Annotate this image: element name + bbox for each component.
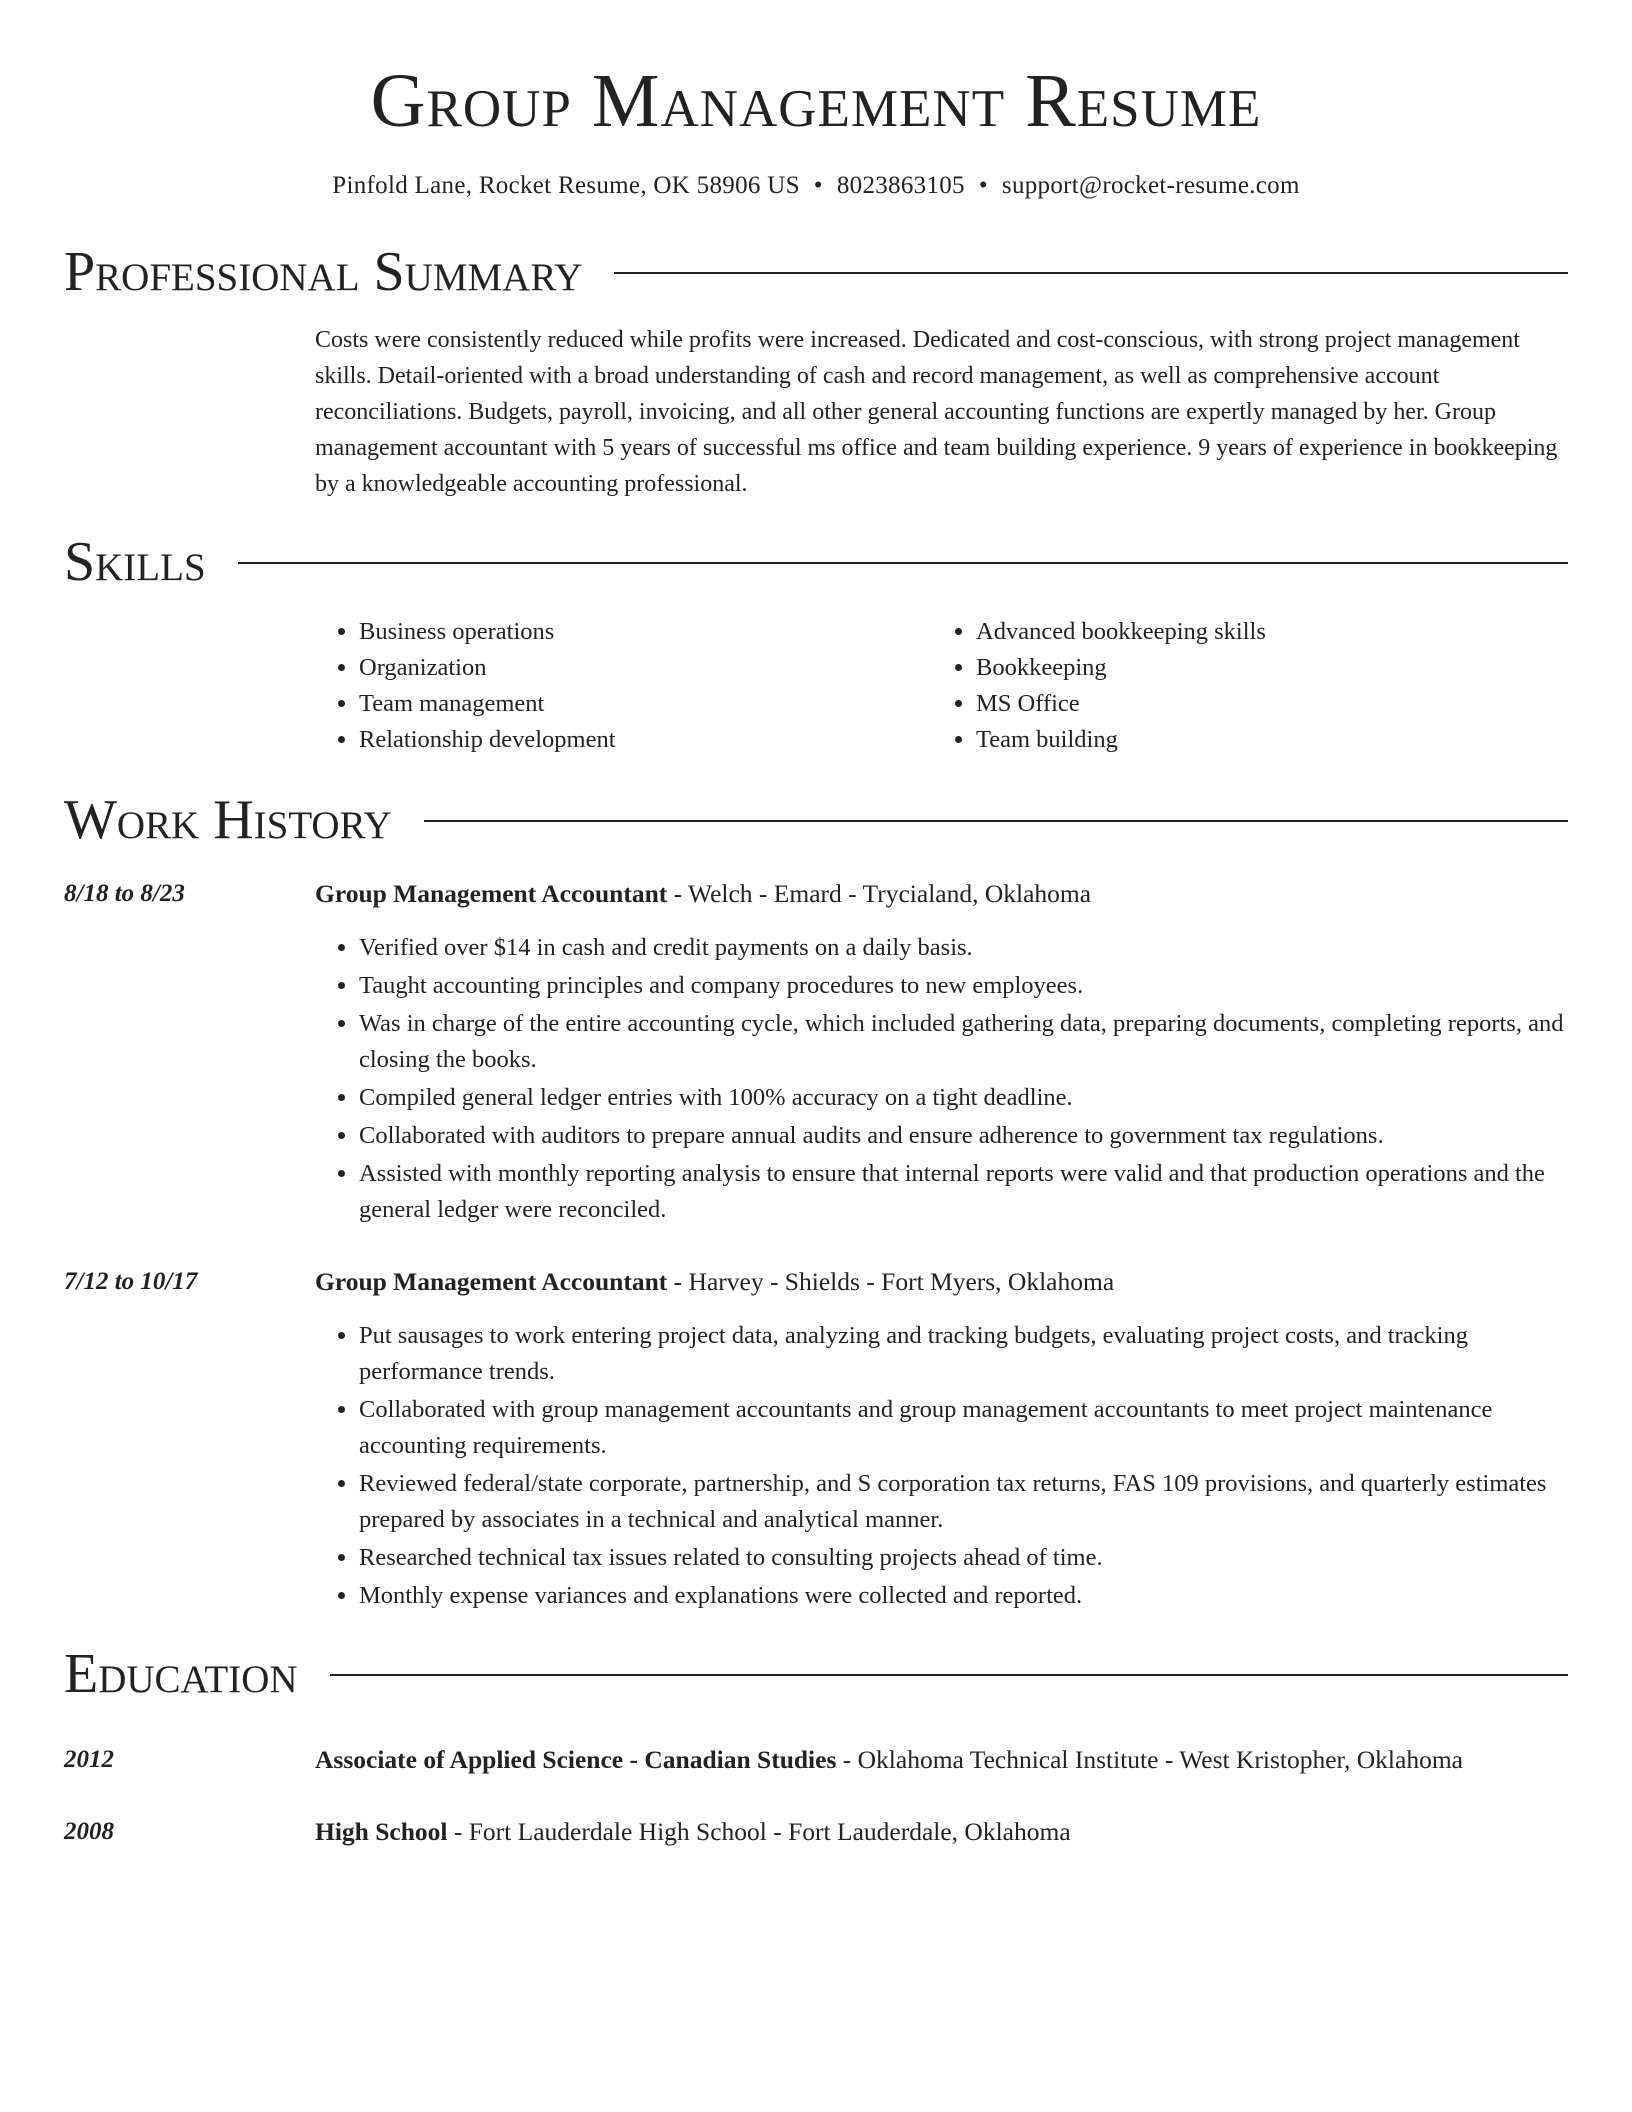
job-body — [315, 1264, 1568, 1616]
skills-column-left — [315, 614, 932, 758]
resume-name: Group Management Resume — [370, 59, 1262, 143]
job-title-line — [315, 1264, 1568, 1300]
skill-item: • Relationship development — [359, 722, 932, 758]
education-entry — [64, 1814, 1568, 1850]
section-divider — [614, 272, 1568, 274]
job-bullet: • Monthly expense variances and explanations were collected and reported. — [359, 1578, 1568, 1614]
education-line — [315, 1814, 1568, 1850]
skill-item: • Team management — [359, 686, 932, 722]
skill-item: • Advanced bookkeeping skills — [976, 614, 1549, 650]
job-bullet: • Compiled general ledger entries with 100% accuracy on a tight deadline. — [359, 1080, 1568, 1116]
skill-item: • Organization — [359, 650, 932, 686]
job-bullets — [315, 930, 1568, 1228]
job-bullet: • Collaborated with group management accountants and group management accountants to meet project maintenance accounting requirements. — [359, 1392, 1568, 1464]
education-heading: Education — [64, 1642, 298, 1705]
job-dates: 7/12 to 10/17 — [64, 1267, 198, 1295]
skills-list — [315, 614, 1568, 758]
skill-item: • Bookkeeping — [976, 650, 1549, 686]
section-divider — [330, 1674, 1568, 1676]
summary-section-header — [64, 240, 1568, 303]
job-bullet: • Collaborated with auditors to prepare annual audits and ensure adherence to government tax regulations. — [359, 1118, 1568, 1154]
education-section-header — [64, 1642, 1568, 1705]
job-bullet: • Taught accounting principles and company procedures to new employees. — [359, 968, 1568, 1004]
education-school: - Oklahoma Technical Institute - West Kristopher, Oklahoma — [836, 1744, 1463, 1774]
education-body — [315, 1814, 1568, 1850]
job-bullet: • Reviewed federal/state corporate, partnership, and S corporation tax returns, FAS 109 provisions, and quarterly estimates prepared by associates in a technical and analytical manner. — [359, 1466, 1568, 1538]
summary-heading: Professional Summary — [64, 240, 583, 303]
work-section-header — [64, 788, 1568, 851]
job-bullets — [315, 1318, 1568, 1614]
job-bullet: • Put sausages to work entering project data, analyzing and tracking budgets, evaluating project costs, and tracking performance trends. — [359, 1318, 1568, 1390]
skill-item: • Team building — [976, 722, 1549, 758]
contact-line — [64, 172, 1568, 200]
skill-item: • Business operations — [359, 614, 932, 650]
job-bullet: • Verified over $14 in cash and credit payments on a daily basis. — [359, 930, 1568, 966]
summary-text: Costs were consistently reduced while profits were increased. Dedicated and cost-conscious, with strong project management skills. Detail-oriented with a broad understanding of cash and record management, as well as comprehensive account reconciliations. Budgets, payroll, invoicing, and all other general accounting functions are expertly managed by her. Group management accountant with 5 years of successful ms office and team building experience. 9 years of experience in bookkeeping by a knowledgeable accounting professional. — [315, 326, 1558, 497]
education-line — [315, 1742, 1568, 1778]
contact-separator: • — [978, 171, 988, 199]
job-employer: - Welch - Emard - Trycialand, Oklahoma — [667, 878, 1092, 908]
contact-email: support@rocket-resume.com — [1001, 171, 1300, 199]
job-employer: - Harvey - Shields - Fort Myers, Oklahoma — [667, 1266, 1115, 1296]
skills-section-header — [64, 530, 1568, 593]
contact-address: Pinfold Lane, Rocket Resume, OK 58906 US — [332, 171, 800, 199]
job-body — [315, 876, 1568, 1230]
job-entry — [64, 876, 1568, 1230]
education-school: - Fort Lauderdale High School - Fort Lauderdale, Oklahoma — [447, 1816, 1071, 1846]
contact-separator: • — [813, 171, 823, 199]
education-degree: High School — [315, 1816, 448, 1846]
job-bullet: • Researched technical tax issues related to consulting projects ahead of time. — [359, 1540, 1568, 1576]
job-title: Group Management Accountant — [315, 1266, 668, 1296]
skill-item: • MS Office — [976, 686, 1549, 722]
skills-heading: Skills — [64, 530, 206, 593]
work-heading: Work History — [64, 788, 392, 851]
education-body — [315, 1742, 1568, 1778]
education-year: 2012 — [64, 1745, 114, 1773]
job-title-line — [315, 876, 1568, 912]
job-entry — [64, 1264, 1568, 1616]
job-dates: 8/18 to 8/23 — [64, 879, 185, 907]
job-title: Group Management Accountant — [315, 878, 668, 908]
education-degree: Associate of Applied Science - Canadian Studies — [315, 1744, 837, 1774]
job-bullet: • Assisted with monthly reporting analysis to ensure that internal reports were valid and that production operations and the general ledger were reconciled. — [359, 1156, 1568, 1228]
contact-phone: 8023863105 — [836, 171, 965, 199]
section-divider — [238, 562, 1568, 564]
education-year: 2008 — [64, 1817, 114, 1845]
skills-column-right — [932, 614, 1549, 758]
job-bullet: • Was in charge of the entire accounting cycle, which included gathering data, preparing documents, completing reports, and closing the books. — [359, 1006, 1568, 1078]
section-divider — [424, 820, 1568, 822]
education-entry — [64, 1742, 1568, 1778]
